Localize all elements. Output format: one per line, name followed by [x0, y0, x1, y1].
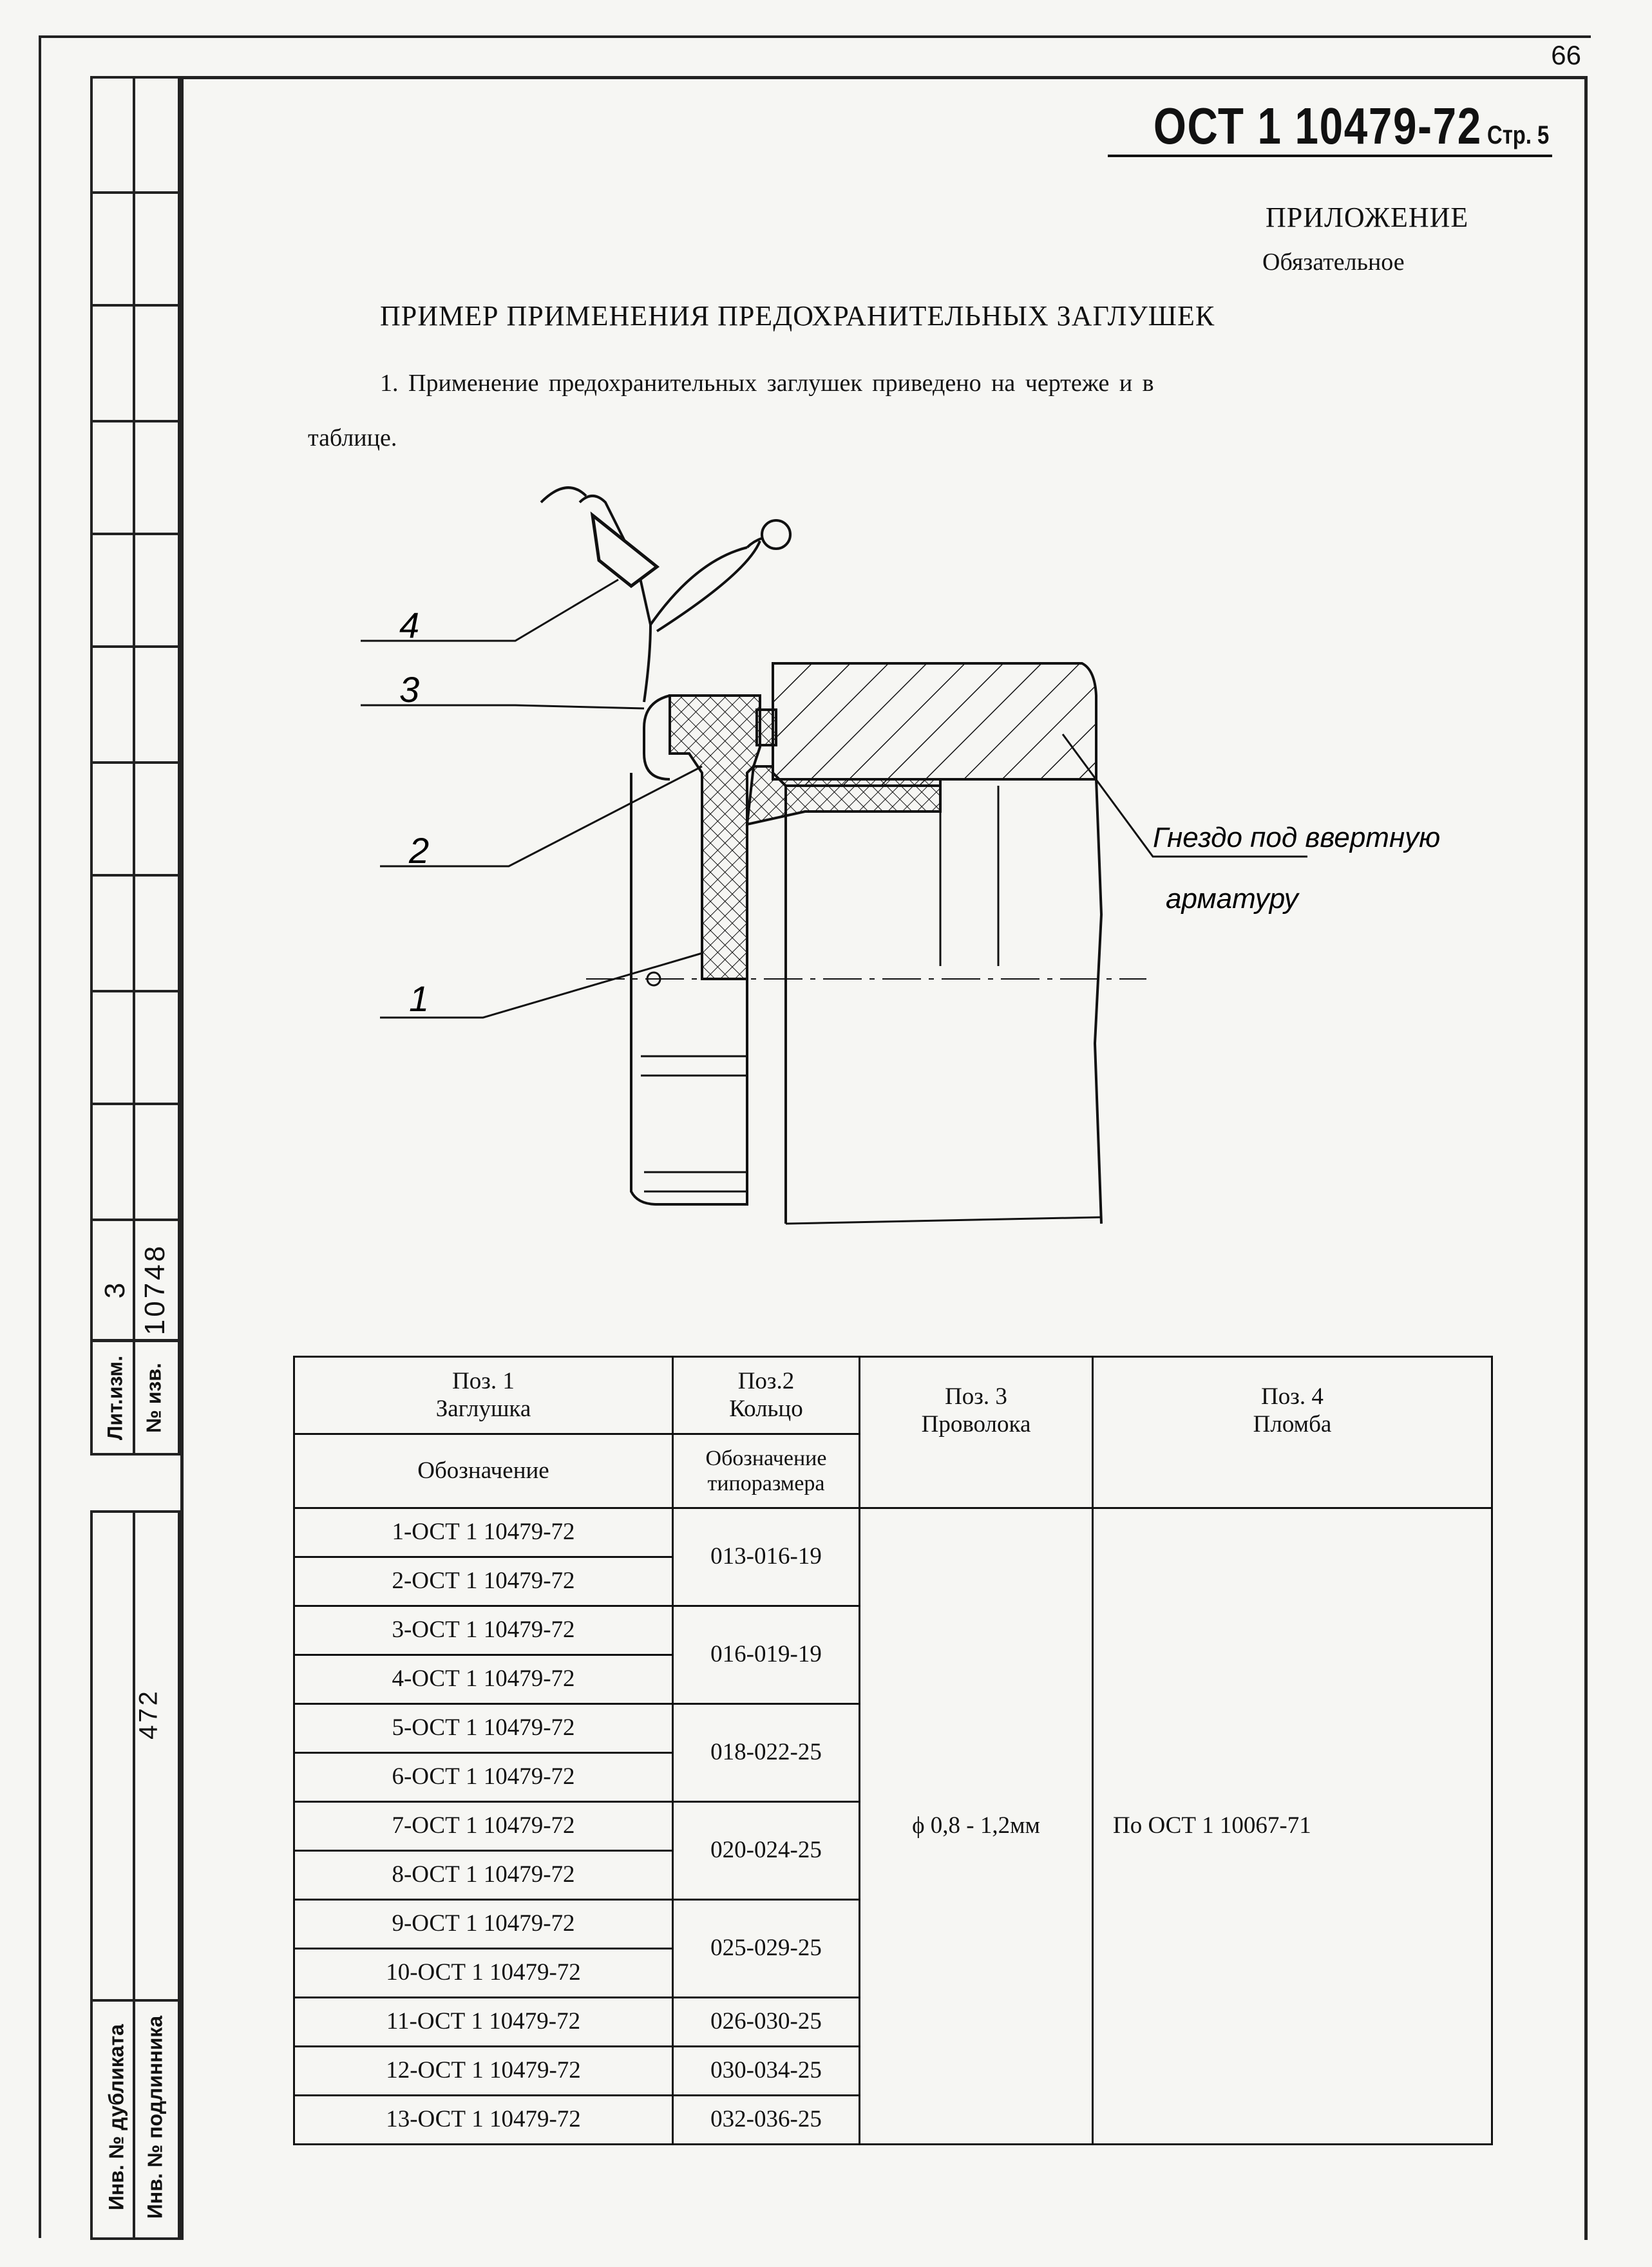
main-title: ПРИМЕР ПРИМЕНЕНИЯ ПРЕДОХРАНИТЕЛЬНЫХ ЗАГЛУШЕК — [380, 300, 1215, 332]
paragraph-line1: 1. Применение предохранительных заглушек приведено на чертеже и в — [380, 370, 1154, 397]
table-row: 2-ОСТ 1 10479-72 — [294, 1557, 673, 1606]
appendix-subtitle: Обязательное — [1262, 249, 1405, 276]
table-row: 7-ОСТ 1 10479-72 — [294, 1802, 673, 1851]
table-row: 12-ОСТ 1 10479-72 — [294, 2047, 673, 2096]
size-cell: 030-034-25 — [673, 2047, 860, 2096]
table-row: 3-ОСТ 1 10479-72 — [294, 1606, 673, 1655]
table-row: 9-ОСТ 1 10479-72 — [294, 1900, 673, 1949]
table-row: 6-ОСТ 1 10479-72 — [294, 1753, 673, 1802]
size-cell: 020-024-25 — [673, 1802, 860, 1900]
page-label: Стр. 5 — [1486, 121, 1549, 149]
housing-section — [773, 663, 1096, 786]
size-cell: 013-016-19 — [673, 1508, 860, 1606]
size-cell: 032-036-25 — [673, 2096, 860, 2145]
side-strip-upper — [90, 76, 180, 1441]
table-row: 8-ОСТ 1 10479-72 — [294, 1851, 673, 1900]
orig-label: Инв. № подлинника — [143, 2015, 167, 2219]
side-strip-lower — [90, 1510, 180, 2240]
callout-4: 4 — [399, 605, 420, 645]
dup-label: Инв. № дубликата — [104, 2024, 128, 2211]
subheader-size: Обозначение типоразмера — [673, 1434, 860, 1508]
size-cell: 026-030-25 — [673, 1998, 860, 2047]
plug-section — [670, 696, 760, 979]
note-line2: арматуру — [1166, 883, 1298, 915]
doc-value: 10748 — [139, 1243, 171, 1336]
callout-3: 3 — [399, 669, 420, 710]
document-code: ОСТ 1 10479-72 Стр. 5 — [1153, 97, 1549, 155]
side-strip-labels — [90, 1340, 180, 1456]
specification-table — [293, 1356, 1493, 2145]
appendix-title: ПРИЛОЖЕНИЕ — [1266, 202, 1469, 233]
inv-value: 472 — [134, 1689, 163, 1740]
note-line1: Гнездо под ввертную — [1153, 822, 1441, 853]
header-pos1: Поз. 1 Заглушка — [294, 1357, 673, 1434]
lit-value: 3 — [99, 1280, 131, 1299]
table-row: 10-ОСТ 1 10479-72 — [294, 1949, 673, 1998]
seal-body — [593, 515, 657, 586]
technical-drawing — [361, 464, 1456, 1269]
header-pos3: Поз. 3 Проволока — [860, 1357, 1093, 1508]
size-cell: 018-022-25 — [673, 1704, 860, 1802]
doc-label: № изв. — [142, 1363, 166, 1433]
header-pos4: Поз. 4 Пломба — [1093, 1357, 1492, 1508]
subheader-designation: Обозначение — [294, 1434, 673, 1508]
table-row: 4-ОСТ 1 10479-72 — [294, 1655, 673, 1704]
header-pos2: Поз.2 Кольцо — [673, 1357, 860, 1434]
wire-cell: ϕ 0,8 - 1,2мм — [860, 1508, 1093, 2145]
seal-cell: По ОСТ 1 10067-71 — [1093, 1508, 1492, 2145]
table-row: 13-ОСТ 1 10479-72 — [294, 2096, 673, 2145]
table-row: 5-ОСТ 1 10479-72 — [294, 1704, 673, 1753]
table-row: 1-ОСТ 1 10479-72 — [294, 1508, 673, 1557]
callout-2: 2 — [409, 830, 430, 871]
paragraph-line2: таблице. — [308, 424, 397, 451]
table-row: 11-ОСТ 1 10479-72 — [294, 1998, 673, 2047]
page-number: 66 — [1551, 40, 1581, 70]
lit-label: Лит.изм. — [103, 1355, 127, 1441]
size-cell: 016-019-19 — [673, 1606, 860, 1704]
callout-1: 1 — [409, 978, 430, 1019]
code-underline — [1108, 155, 1552, 157]
size-cell: 025-029-25 — [673, 1900, 860, 1998]
